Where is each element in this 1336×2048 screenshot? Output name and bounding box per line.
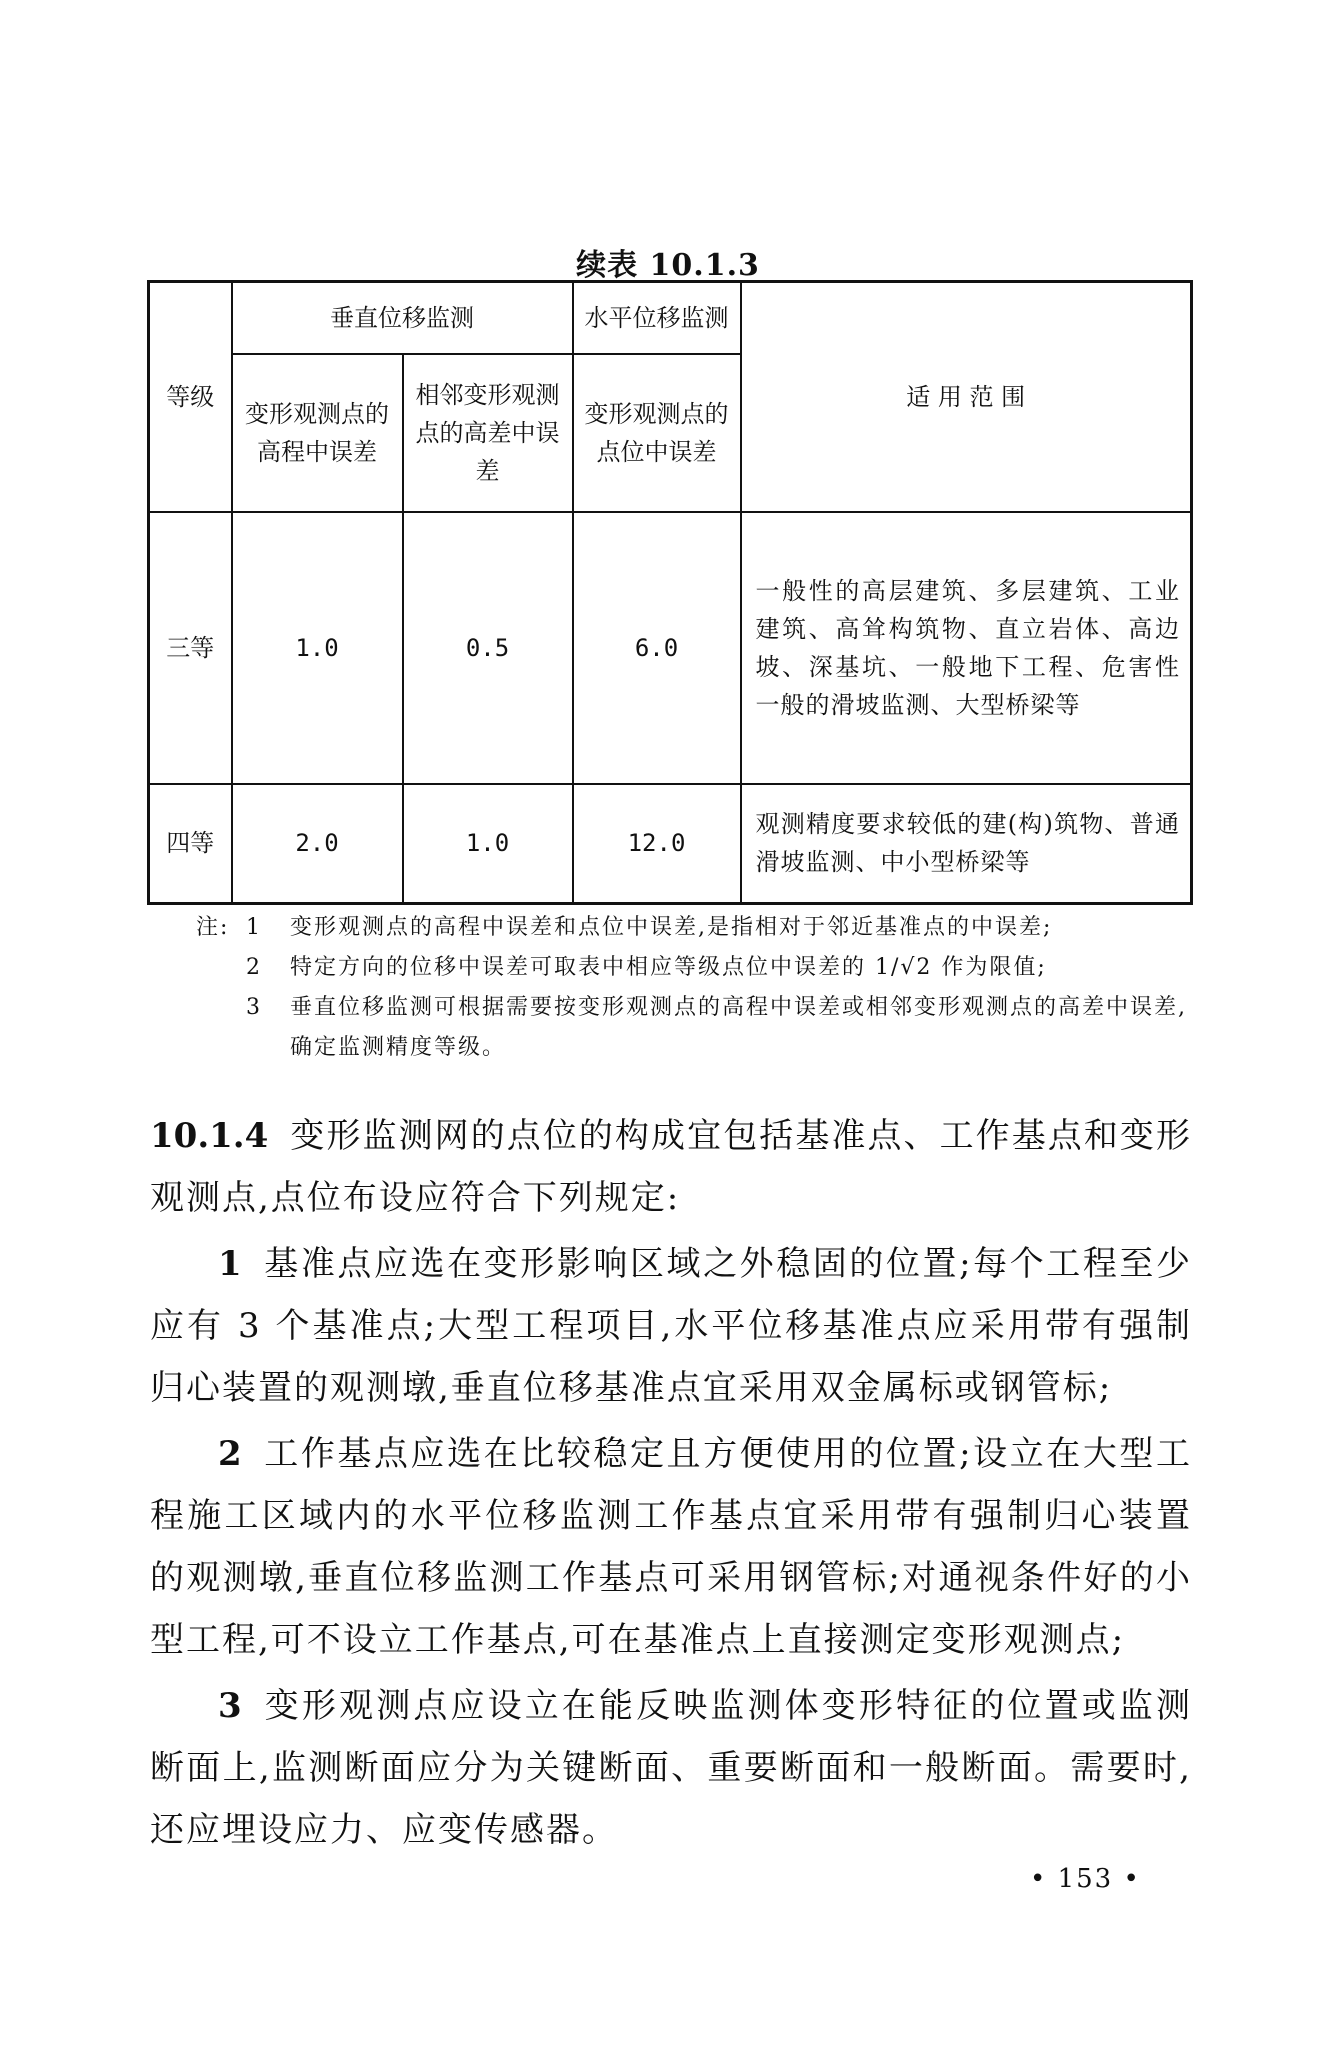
item-number: 1 [218,1244,244,1284]
table-notes [196,908,1192,1068]
point-error-cell: 6.0 [573,512,741,784]
grade-cell: 四等 [149,784,232,904]
header-point-error: 变形观测点的点位中误差 [573,354,741,512]
note-prefix: 注: [196,915,230,940]
clause-number: 10.1.4 [150,1116,269,1156]
note-number: 2 [246,955,262,980]
page-number: • 153 • [1030,1864,1141,1894]
header-grade: 等级 [149,282,232,512]
header-adjacent-diff: 相邻变形观测点的高差中误差 [403,354,573,512]
item-text: 工作基点应选在比较稳定且方便使用的位置;设立在大型工程施工区域内的水平位移监测工作基点宜采用带有强制归心装置的观测墩,垂直位移监测工作基点可采用钢管标;对通视条件好的小型工程,可不设立工作基点,可在基准点上直接测定变形观测点; [150,1434,1192,1660]
header-vertical-group: 垂直位移监测 [232,282,573,354]
header-scope: 适 用 范 围 [741,282,1192,512]
grade-cell: 三等 [149,512,232,784]
note-text: 变形观测点的高程中误差和点位中误差,是指相对于邻近基准点的中误差; [290,915,1053,940]
header-horizontal-group: 水平位移监测 [573,282,741,354]
body-text [150,1105,1192,1861]
item-text: 变形观测点应设立在能反映监测体变形特征的位置或监测断面上,监测断面应分为关键断面、重要断面和一般断面。需要时,还应埋设应力、应变传感器。 [150,1686,1192,1850]
note-text: 垂直位移监测可根据需要按变形观测点的高程中误差或相邻变形观测点的高差中误差,确定监测精度等级。 [290,995,1187,1060]
adjacent-diff-cell: 1.0 [403,784,573,904]
table-title: 续表 10.1.3 [576,248,760,283]
note-item [196,908,1192,948]
table-row [149,784,1192,904]
scope-cell: 观测精度要求较低的建(构)筑物、普通滑坡监测、中小型桥梁等 [755,810,1180,877]
clause-text: 变形监测网的点位的构成宜包括基准点、工作基点和变形观测点,点位布设应符合下列规定: [150,1116,1192,1218]
note-item [232,948,1192,988]
accuracy-table [147,280,1193,905]
scope-cell: 一般性的高层建筑、多层建筑、工业建筑、高耸构筑物、直立岩体、高边坡、深基坑、一般地下工程、危害性一般的滑坡监测、大型桥梁等 [755,576,1180,719]
list-item [150,1675,1192,1861]
item-number: 2 [218,1434,244,1474]
note-number: 1 [246,915,262,940]
point-error-cell: 12.0 [573,784,741,904]
elev-error-cell: 2.0 [232,784,403,904]
list-item [150,1233,1192,1419]
elev-error-cell: 1.0 [232,512,403,784]
table-row [149,512,1192,784]
header-elev-error: 变形观测点的高程中误差 [232,354,403,512]
list-item [150,1423,1192,1671]
note-item [232,988,1192,1068]
note-text: 特定方向的位移中误差可取表中相应等级点位中误差的 1/√2 作为限值; [290,955,1047,980]
note-number: 3 [246,995,262,1020]
clause-paragraph [150,1105,1192,1229]
adjacent-diff-cell: 0.5 [403,512,573,784]
item-number: 3 [218,1686,244,1726]
item-text: 基准点应选在变形影响区域之外稳固的位置;每个工程至少应有 3 个基准点;大型工程项目,水平位移基准点应采用带有强制归心装置的观测墩,垂直位移基准点宜采用双金属标或钢管标; [150,1244,1192,1408]
